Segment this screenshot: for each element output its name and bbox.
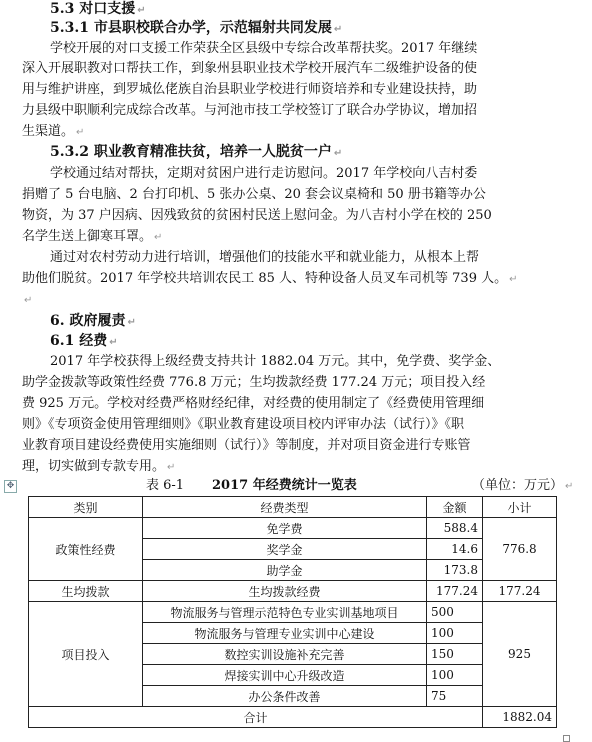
table-row xyxy=(29,518,557,539)
amount-cell: 173.8 xyxy=(427,560,483,581)
category-cell: 生均拨款 xyxy=(29,581,143,602)
header-amount: 金额 xyxy=(427,497,483,518)
paragraph-line: 助他们脱贫。2017 年学校共培训农民工 85 人、特种设备人员叉车司机等 739 人。 ↵ xyxy=(22,271,518,286)
type-cell: 物流服务与管理专业实训中心建设 xyxy=(143,623,427,644)
paragraph-line: 物资，为 37 户因病、因残致贫的贫困村民送上慰问金。为八吉村小学在校的 250 xyxy=(22,208,492,223)
amount-cell: 100 xyxy=(427,665,483,686)
paragraph-line: 则》《专项资金使用管理细则》《职业教育建设项目校内评审办法（试行）》《职 xyxy=(22,417,465,432)
paragraph-line: 费 925 万元。学校对经费严格财经纪律，对经费的使用制定了《经费使用管理细 xyxy=(22,396,485,411)
subsection-heading-5-3-2: 5.3.2 职业教育精准扶贫，培养一人脱贫一户 ↵ xyxy=(50,144,343,160)
table-caption xyxy=(0,476,592,495)
section-heading-6: 6. 政府履责 ↵ xyxy=(50,313,136,329)
funding-table xyxy=(28,496,557,728)
paragraph-line: 用与维护讲座，到罗城仫佬族自治县职业学校进行师资培养和专业建设扶持，助 xyxy=(22,82,478,97)
type-cell: 数控实训设施补充完善 xyxy=(143,644,427,665)
subsection-heading-6-1: 6.1 经费 ↵ xyxy=(50,333,118,349)
paragraph-line: 名学生送上御寒耳罩。 ↵ xyxy=(22,229,163,244)
amount-cell: 500 xyxy=(427,602,483,623)
total-value: 1882.04 xyxy=(483,707,557,728)
header-category: 类别 xyxy=(29,497,143,518)
type-cell: 物流服务与管理示范特色专业实训基地项目 xyxy=(143,602,427,623)
category-cell: 项目投入 xyxy=(29,602,143,707)
amount-cell: 177.24 xyxy=(427,581,483,602)
subtotal-cell: 925 xyxy=(483,602,557,707)
section-heading-5-3: 5.3 对口支援 ↵ xyxy=(50,1,146,17)
subtotal-cell: 776.8 xyxy=(483,518,557,581)
table-row xyxy=(29,581,557,602)
paragraph-line: 助学金拨款等政策性经费 776.8 万元；生均拨款经费 177.24 万元；项目投入经 xyxy=(22,375,486,390)
paragraph-line: 学校通过结对帮扶，定期对贫困户进行走访慰问。2017 年学校向八吉村委 xyxy=(50,166,478,181)
type-cell: 奖学金 xyxy=(143,539,427,560)
type-cell: 焊接实训中心升级改造 xyxy=(143,665,427,686)
table-header-row xyxy=(29,497,557,518)
paragraph-line: 力县级中职顺利完成综合改革。与河池市技工学校签订了联合办学协议，增加招 xyxy=(22,103,478,118)
table-move-handle-icon[interactable]: ✥ xyxy=(4,480,17,493)
header-type: 经费类型 xyxy=(143,497,427,518)
amount-cell: 588.4 xyxy=(427,518,483,539)
paragraph-line: 深入开展职教对口帮扶工作，到象州县职业技术学校开展汽车二级维护设备的使 xyxy=(22,61,478,76)
table-unit: （单位：万元） ↵ xyxy=(472,478,574,493)
paragraph-line: 通过对农村劳动力进行培训，增强他们的技能水平和就业能力，从根本上帮 xyxy=(50,250,480,265)
amount-cell: 100 xyxy=(427,623,483,644)
paragraph-line: 生渠道。 ↵ xyxy=(22,124,85,139)
paragraph-line: 学校开展的对口支援工作荣获全区县级中专综合改革帮扶奖。2017 年继续 xyxy=(50,41,478,56)
type-cell: 办公条件改善 xyxy=(143,686,427,707)
amount-cell: 75 xyxy=(427,686,483,707)
type-cell: 助学金 xyxy=(143,560,427,581)
paragraph-line: 理，切实做到专款专用。 ↵ xyxy=(22,459,176,474)
category-cell: 政策性经费 xyxy=(29,518,143,581)
table-total-row xyxy=(29,707,557,728)
table-row xyxy=(29,602,557,623)
paragraph-line: 2017 年学校获得上级经费支持共计 1882.04 万元。其中，免学费、奖学金、 xyxy=(50,354,501,369)
total-label: 合计 xyxy=(29,707,483,728)
type-cell: 免学费 xyxy=(143,518,427,539)
paragraph-line: 业教育项目建设经费使用实施细则（试行）》等制度，并对项目资金进行专账管 xyxy=(22,438,471,453)
subtotal-cell: 177.24 xyxy=(483,581,557,602)
empty-paragraph: ↵ xyxy=(24,295,33,306)
header-subtotal: 小计 xyxy=(483,497,557,518)
amount-cell: 14.6 xyxy=(427,539,483,560)
amount-cell: 150 xyxy=(427,644,483,665)
subsection-heading-5-3-1: 5.3.1 市县职校联合办学，示范辐射共同发展 ↵ xyxy=(50,20,343,36)
table-title: 2017 年经费统计一览表 xyxy=(212,478,357,493)
type-cell: 生均拨款经费 xyxy=(143,581,427,602)
table-number: 表 6-1 xyxy=(146,478,185,493)
paragraph-line: 捐赠了 5 台电脑、2 台打印机、5 张办公桌、20 套会议桌椅和 50 册书籍等办公 xyxy=(22,187,486,202)
table-resize-handle-icon[interactable] xyxy=(563,735,570,742)
